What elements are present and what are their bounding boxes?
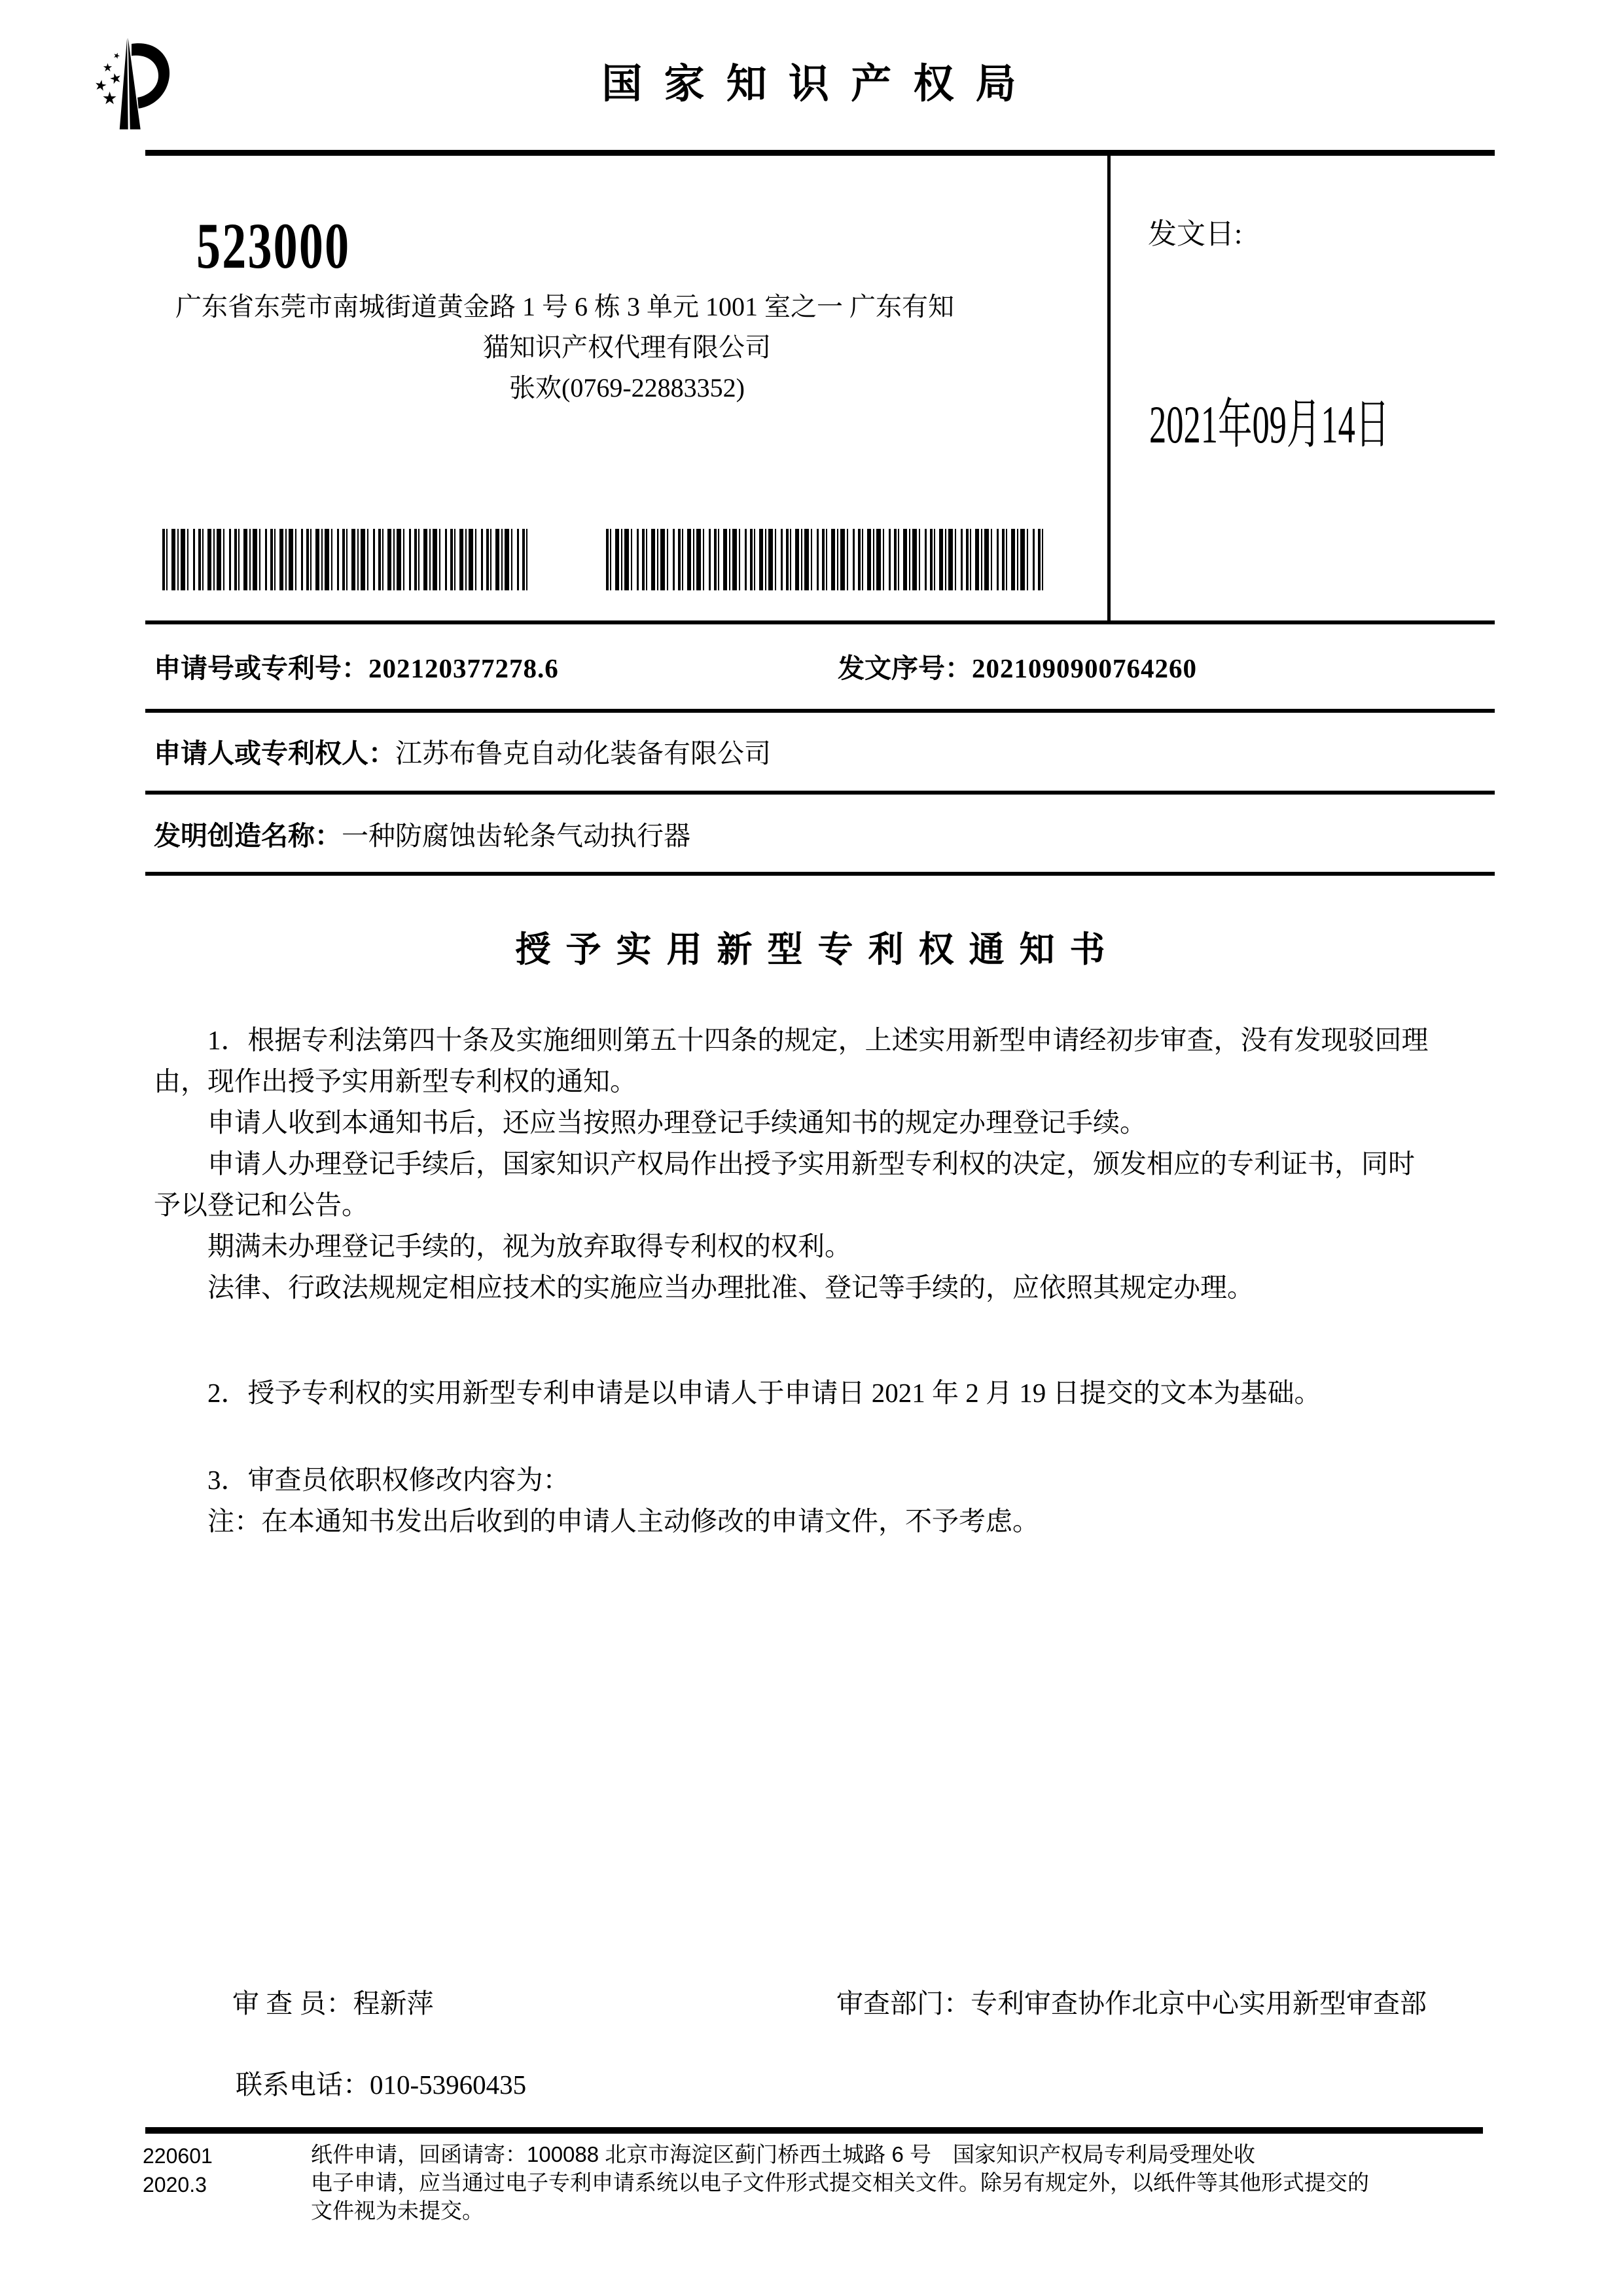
body-line: 3．审查员依职权修改内容为： xyxy=(207,1465,570,1495)
body-line: 期满未办理登记手续的，视为放弃取得专利权的权利。 xyxy=(207,1231,851,1261)
examiner-name: 程新萍 xyxy=(353,1988,434,2018)
application-no-value: 202120377278.6 xyxy=(368,653,559,683)
body-line: 注：在本通知书发出后收到的申请人主动修改的申请文件，不予考虑。 xyxy=(207,1506,1039,1536)
footer-rule xyxy=(145,2127,1483,2134)
row-invention-title xyxy=(154,814,1489,853)
recipient-contact: 张欢(0769-22883352) xyxy=(509,373,745,403)
form-version: 2020.3 xyxy=(143,2173,207,2197)
department-name: 专利审查协作北京中心实用新型审查部 xyxy=(971,1988,1427,2018)
applicant-value: 江苏布鲁克自动化装备有限公司 xyxy=(395,738,771,768)
body-line: 申请人办理登记手续后，国家知识产权局作出授予实用新型专利权的决定，颁发相应的专利证书，同时 xyxy=(207,1149,1415,1179)
footer-note-line: 纸件申请，回函请寄：100088 北京市海淀区蓟门桥西土城路 6 号 国家知识产权局专利局受理处收 xyxy=(311,2142,1255,2166)
serial-no-value: 2021090900764260 xyxy=(972,653,1197,683)
department-label: 审查部门： xyxy=(836,1988,971,2018)
body-line: 由，现作出授予实用新型专利权的通知。 xyxy=(154,1066,637,1096)
agency-title: 国 家 知 识 产 权 局 xyxy=(601,62,1022,107)
barcode-left xyxy=(162,529,527,590)
date-box-divider xyxy=(1107,152,1111,623)
dispatch-date-label: 发文日: xyxy=(1148,218,1243,250)
examiner-label: 审 查 员： xyxy=(232,1988,353,2018)
table-rule-top xyxy=(145,620,1495,624)
form-code: 220601 xyxy=(143,2144,213,2168)
table-rule-3 xyxy=(145,791,1495,795)
serial-no-label: 发文序号： xyxy=(838,653,972,683)
application-no-label: 申请号或专利号： xyxy=(154,653,368,683)
body-line: 予以登记和公告。 xyxy=(154,1190,368,1220)
notice-title: 授 予 实 用 新 型 专 利 权 通 知 书 xyxy=(515,930,1108,969)
footer-note-line: 电子申请，应当通过电子专利申请系统以电子文件形式提交相关文件。除另有规定外，以纸件等其他形式提交的 xyxy=(311,2170,1369,2195)
invention-label: 发明创造名称： xyxy=(154,821,342,851)
row-applicant xyxy=(154,732,1489,770)
phone-field xyxy=(236,2063,526,2102)
body-line: 申请人收到本通知书后，还应当按照办理登记手续通知书的规定办理登记手续。 xyxy=(207,1107,1147,1138)
recipient-address xyxy=(175,287,1079,408)
invention-value: 一种防腐蚀齿轮条气动执行器 xyxy=(342,821,690,851)
dispatch-date-value: 2021年09月14日 xyxy=(1149,395,1390,454)
header-rule xyxy=(145,150,1495,156)
body-line: 2．授予专利权的实用新型专利申请是以申请人于申请日 2021 年 2 月 19 日提交的文本为基础。 xyxy=(207,1378,1321,1408)
department-field xyxy=(836,1982,1427,2020)
examiner-field xyxy=(232,1982,434,2020)
notice-body xyxy=(154,1020,1490,1542)
body-line: 法律、行政法规规定相应技术的实施应当办理批准、登记等手续的，应依照其规定办理。 xyxy=(207,1272,1254,1302)
serial-no-cell xyxy=(838,647,1197,685)
applicant-label: 申请人或专利权人： xyxy=(154,738,395,768)
recipient-address-line2: 猫知识产权代理有限公司 xyxy=(483,332,771,362)
recipient-postal-code: 523000 xyxy=(196,209,351,282)
body-line: 1．根据专利法第四十条及实施细则第五十四条的规定，上述实用新型申请经初步审查，没有发现驳回理 xyxy=(207,1025,1429,1055)
barcode-right xyxy=(606,529,1046,590)
table-rule-2 xyxy=(145,709,1495,713)
footer-note-line: 文件视为未提交。 xyxy=(311,2198,484,2223)
row-application-number xyxy=(154,647,1489,685)
footer-notes xyxy=(311,2140,1499,2225)
phone-label: 联系电话： xyxy=(236,2070,370,2100)
phone-number: 010-53960435 xyxy=(370,2070,527,2100)
table-rule-bottom xyxy=(145,872,1495,876)
recipient-address-line1: 广东省东莞市南城街道黄金路 1 号 6 栋 3 单元 1001 室之一 广东有知 xyxy=(175,292,954,321)
form-codes xyxy=(143,2142,213,2199)
